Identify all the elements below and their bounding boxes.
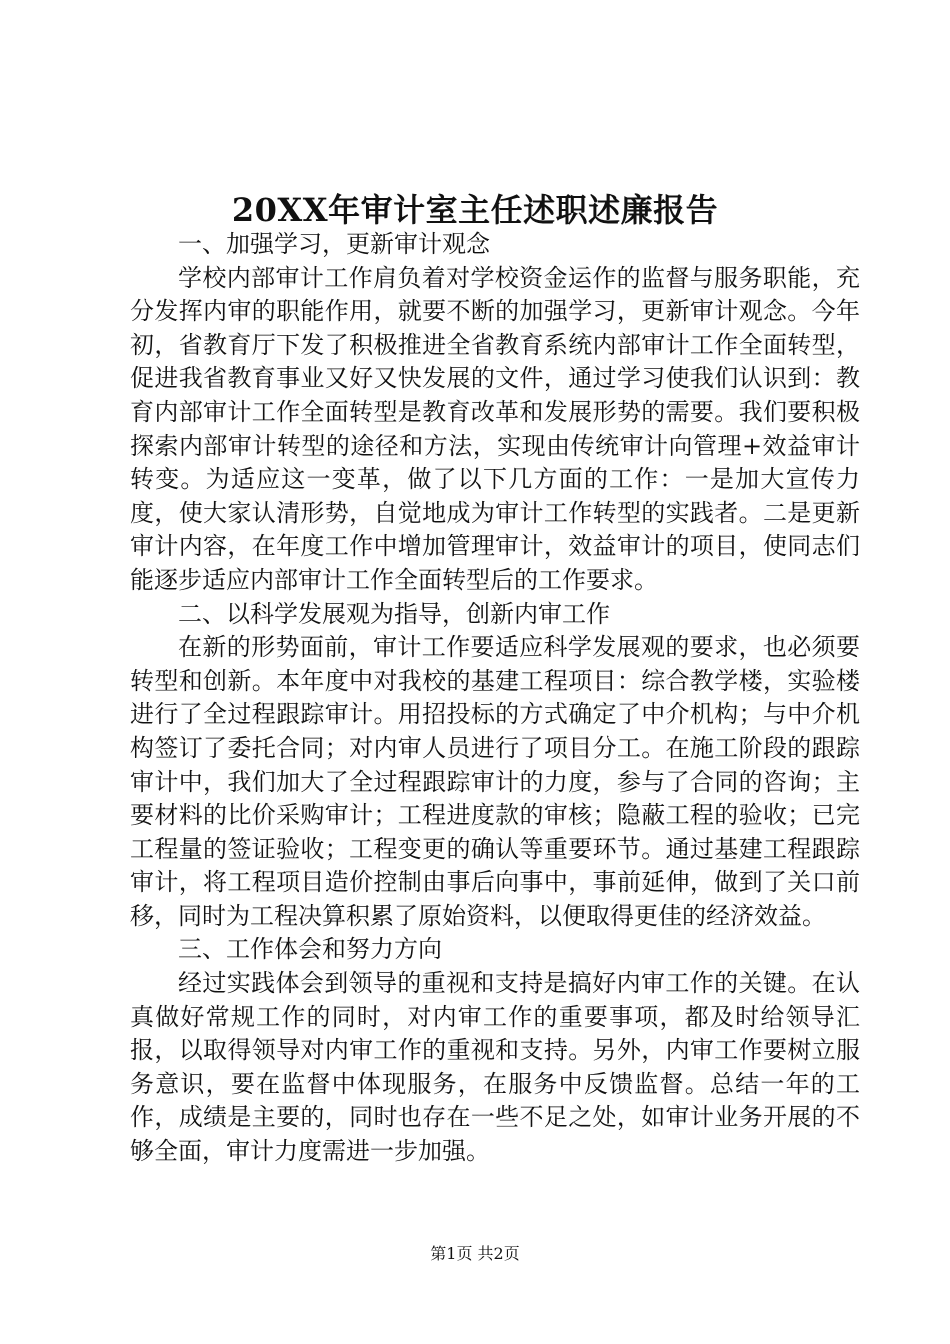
section-heading-3: 三、工作体会和努力方向 (178, 935, 442, 964)
document-title: 20XX年审计室主任述职述廉报告 (231, 191, 719, 229)
section-paragraph-2: 在新的形势面前，审计工作要适应科学发展观的要求，也必须要转型和创新。本年度中对我校的基建工程项目：综合教学楼，实验楼进行了全过程跟踪审计。用招投标的方式确定了中介机构；与中介机构签订了委托合同；对内审人员进行了项目分工。在施工阶段的跟踪审计中，我们加大了全过程跟踪审计的力度，参与了合同的咨询；主要材料的比价采购审计；工程进度款的审核；隐蔽工程的验收；已完工程量的签证验收；工程变更的确认等重要环节。通过基建工程跟踪审计，将工程项目造价控制由事后向事中，事前延伸，做到了关口前移，同时为工程决算积累了原始资料，以便取得更佳的经济效益。 (130, 633, 860, 930)
document-body (130, 228, 860, 1169)
section-heading-2: 二、以科学发展观为指导，创新内审工作 (178, 599, 610, 628)
section-paragraph-3: 经过实践体会到领导的重视和支持是搞好内审工作的关键。在认真做好常规工作的同时，对内审工作的重要事项，都及时给领导汇报，以取得领导对内审工作的重视和支持。另外，内审工作要树立服务意识，要在监督中体现服务，在服务中反馈监督。总结一年的工作，成绩是主要的，同时也存在一些不足之处，如审计业务开展的不够全面，审计力度需进一步加强。 (130, 969, 860, 1166)
page-footer: 第1页 共2页 (430, 1244, 520, 1263)
section-paragraph-1: 学校内部审计工作肩负着对学校资金运作的监督与服务职能，充分发挥内审的职能作用，就要不断的加强学习，更新审计观念。今年初，省教育厅下发了积极推进全省教育系统内部审计工作全面转型，促进我省教育事业又好又快发展的文件，通过学习使我们认识到：教育内部审计工作全面转型是教育改革和发展形势的需要。我们要积极探索内部审计转型的途径和方法，实现由传统审计向管理+效益审计转变。为适应这一变革，做了以下几方面的工作：一是加大宣传力度，使大家认清形势，自觉地成为审计工作转型的实践者。二是更新审计内容，在年度工作中增加管理审计，效益审计的项目，使同志们能逐步适应内部审计工作全面转型后的工作要求。 (130, 263, 860, 594)
section-heading-1: 一、加强学习，更新审计观念 (178, 230, 490, 258)
